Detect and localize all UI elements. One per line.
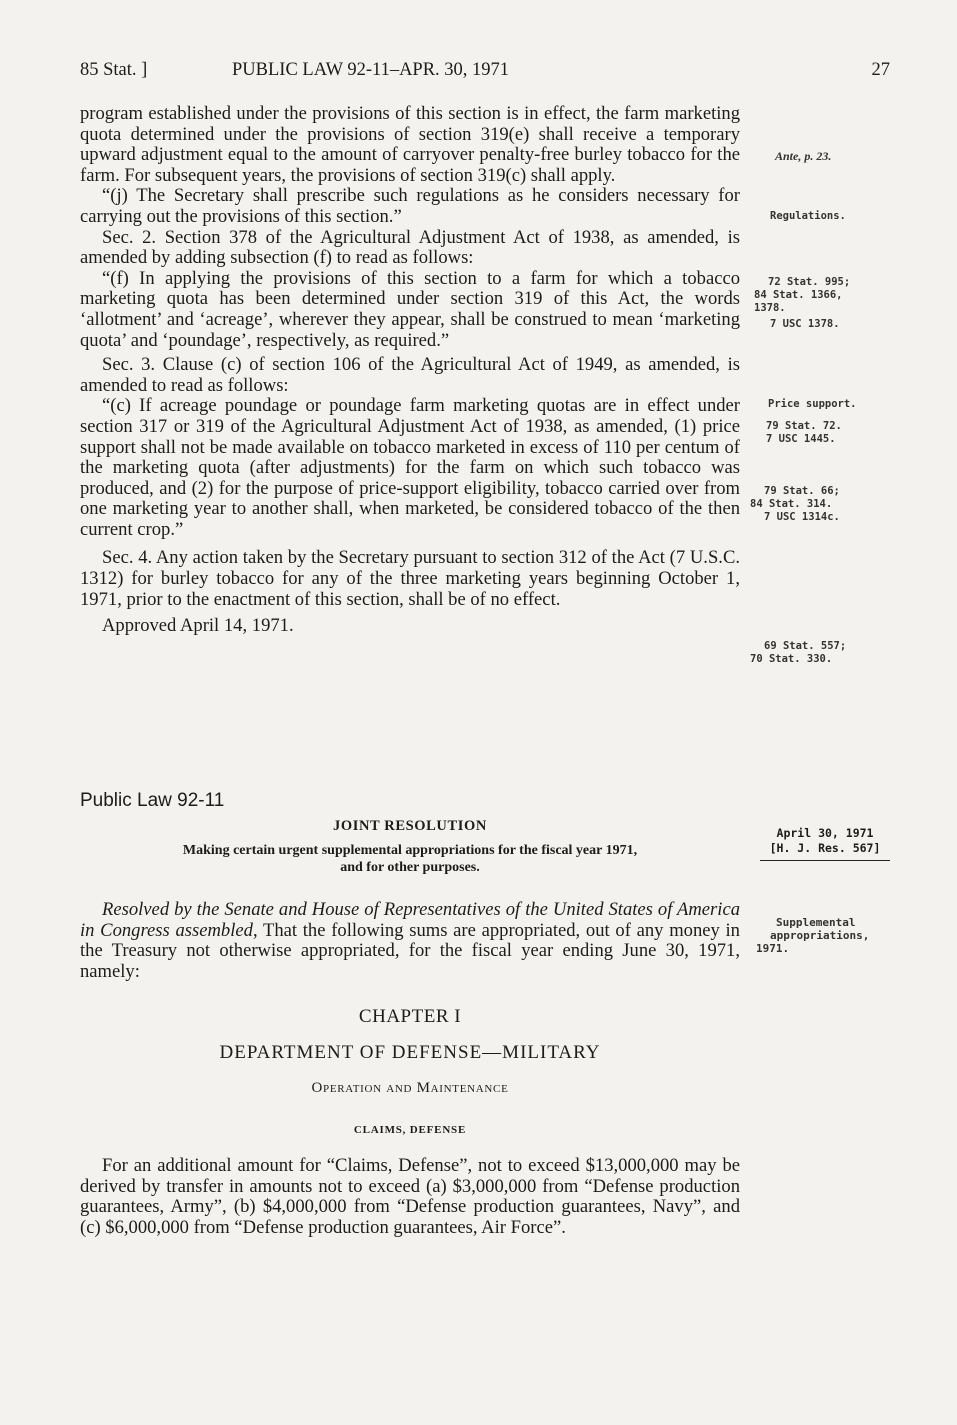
margin-note-72-stat: 72 Stat. 995; [768, 276, 851, 288]
paragraph-sec-3: Sec. 3. Clause (c) of section 106 of the Agricultural Act of 1949, as amended, is amended to read as follows: [80, 354, 740, 396]
paragraph-subsection-f: “(f) In applying the provisions of this section to a farm for which a tobacco marketing quota has been determined under section 319 of this Act, the words ‘allotment’ and ‘acreage’, wherever they appear, shall be construed to mean ‘marketing quota’ and ‘poundage’, respectively, as required.” [80, 267, 740, 351]
margin-note-79-stat-72: 79 Stat. 72. [766, 420, 842, 432]
page-number: 27 [871, 60, 890, 80]
margin-note-7-usc-1314c: 7 USC 1314c. [764, 511, 840, 523]
paragraph-regulations: “(j) The Secretary shall prescribe such regulations as he considers necessary for carrying out the provisions of this section.” [80, 185, 740, 227]
paragraph-sec-4: Sec. 4. Any action taken by the Secretary pursuant to section 312 of the Act (7 U.S.C. 1312) for burley tobacco for any of the three marketing years beginning October 1, 1971, prior to the enactment of this section, shall be of no effect. [80, 547, 740, 610]
resolving-clause-text: , That the following sums are appropriated, out of any money in the Treasury not otherwise appropriated, for the fiscal year ending June 30, 1971, namely: [80, 919, 740, 982]
paragraph-sec-2: Sec. 2. Section 378 of the Agricultural Adjustment Act of 1938, as amended, is amended by adding subsection (f) to read as follows: [80, 226, 740, 269]
resolution-date-box [760, 826, 890, 861]
joint-resolution-heading: JOINT RESOLUTION [333, 818, 487, 834]
resolving-clause-italic: Resolved by the Senate and House of Representatives of the United States of America in Congress assembled [80, 899, 740, 941]
claims-defense-heading: CLAIMS, DEFENSE [353, 1124, 467, 1136]
margin-note-ante: Ante, p. 23. [775, 149, 832, 163]
page-header [80, 60, 890, 86]
resolution-number: [H. J. Res. 567] [769, 841, 881, 855]
resolving-clause [80, 900, 740, 982]
margin-note-price-support: Price support. [768, 398, 857, 410]
margin-note-79-stat-66: 79 Stat. 66; [764, 485, 840, 497]
margin-note-7-usc-1445: 7 USC 1445. [766, 433, 836, 445]
approved-date: Approved April 14, 1971. [102, 615, 294, 637]
margin-note-1378: 1378. [754, 302, 786, 314]
header-statute-volume: 85 Stat. ] [80, 60, 148, 80]
department-heading: DEPARTMENT OF DEFENSE—MILITARY [219, 1042, 601, 1063]
margin-note-84-stat: 84 Stat. 1366, [754, 289, 843, 301]
margin-note-7-usc-1378: 7 USC 1378. [770, 318, 840, 330]
operation-maintenance-heading: Operation and Maintenance [311, 1080, 509, 1096]
header-title: PUBLIC LAW 92-11–APR. 30, 1971 [232, 60, 510, 80]
paragraph-clause-c: “(c) If acreage poundage or poundage farm marketing quotas are in effect under section 317 or 319 of the Agricultural Adjustment Act of 1938, as amended, (1) price support shall not be made available on tobacco marketed in excess of 110 per centum of the marketing quota (after adjustments) for the farm on which such tobacco was produced, and (2) for the purpose of price-support eligibility, tobacco carried over from one marketing year to another shall, when marketed, be considered tobacco of the then current crop.” [80, 395, 740, 540]
margin-note-70-stat: 70 Stat. 330. [750, 653, 833, 665]
public-law-number: Public Law 92-11 [80, 790, 225, 811]
final-paragraph-block [80, 1156, 740, 1238]
margin-note-84-stat-314: 84 Stat. 314. [750, 498, 833, 510]
margin-note-supplemental: Supplemental appropriations, 1971. [756, 916, 870, 955]
final-paragraph: For an additional amount for “Claims, Defense”, not to exceed $13,000,000 may be derived by transfer in amounts not to exceed (a) $3,000,000 from “Defense production guarantees, Army”, (b) $4,000,000 from “Defense production guarantees, Navy”, and (c) $6,000,000 from “Defense production guarantees, Air Force”. [80, 1155, 740, 1238]
margin-note-69-stat: 69 Stat. 557; [764, 640, 847, 652]
resolution-date: April 30, 1971 [776, 826, 874, 840]
body-text-top [80, 104, 740, 637]
chapter-heading: CHAPTER I [358, 1006, 462, 1027]
description-line-1: Making certain urgent supplemental appropriations for the fiscal year 1971, [182, 843, 638, 858]
description-line-2: and for other purposes. [340, 860, 480, 875]
margin-note-regulations: Regulations. [770, 210, 846, 222]
joint-resolution-description [80, 842, 740, 876]
paragraph-1: program established under the provisions of this section is in effect, the farm marketing quota determined under the provisions of section 319(e) shall receive a temporary upward adjustment equal to the amount of carryover penalty-free burley tobacco for the farm. For subsequent years, the provisions of section 319(c) shall apply. [80, 103, 740, 186]
